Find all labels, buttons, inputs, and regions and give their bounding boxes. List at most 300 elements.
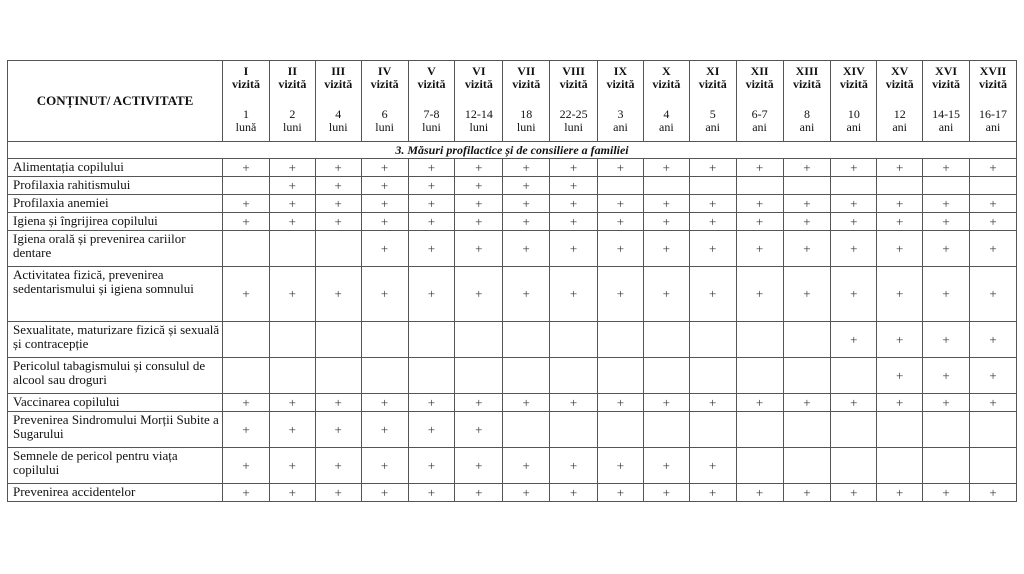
empty-cell [361, 322, 408, 358]
plus-mark: + [970, 195, 1017, 213]
plus-mark: + [503, 177, 550, 195]
visit-word: vizită [745, 77, 774, 91]
visit-age: 8 [803, 107, 810, 121]
plus-mark: + [736, 267, 783, 322]
plus-mark: + [550, 213, 598, 231]
plus-mark: + [361, 159, 408, 177]
plus-mark: + [315, 448, 361, 484]
plus-mark: + [598, 448, 644, 484]
visit-word: vizită [464, 77, 493, 91]
empty-cell [877, 448, 923, 484]
activity-label: Profilaxia anemiei [8, 195, 223, 213]
empty-cell [689, 177, 736, 195]
plus-mark: + [503, 267, 550, 322]
plus-mark: + [923, 159, 970, 177]
visit-word: vizită [932, 77, 961, 91]
empty-cell [736, 322, 783, 358]
plus-mark: + [643, 267, 689, 322]
visit-age: 12-14 [464, 107, 493, 121]
plus-mark: + [689, 159, 736, 177]
plus-mark: + [923, 267, 970, 322]
plus-mark: + [503, 195, 550, 213]
plus-mark: + [361, 231, 408, 267]
empty-cell [223, 358, 270, 394]
visit-header-16 [923, 61, 970, 142]
plus-mark: + [970, 322, 1017, 358]
plus-mark: + [223, 484, 270, 502]
activity-label: Prevenirea Sindromului Morții Subite a Sugarului [8, 412, 223, 448]
table-row [8, 448, 1017, 484]
empty-cell [643, 322, 689, 358]
plus-mark: + [736, 195, 783, 213]
empty-cell [970, 448, 1017, 484]
empty-cell [223, 231, 270, 267]
plus-mark: + [315, 394, 361, 412]
plus-mark: + [598, 195, 644, 213]
visit-header-17 [970, 61, 1017, 142]
plus-mark: + [455, 484, 503, 502]
visit-word: vizită [698, 77, 727, 91]
plus-mark: + [689, 267, 736, 322]
empty-cell [783, 358, 831, 394]
empty-cell [408, 358, 455, 394]
visit-word: vizită [278, 77, 307, 91]
plus-mark: + [455, 267, 503, 322]
visit-age: 22-25 [559, 107, 588, 121]
plus-mark: + [689, 394, 736, 412]
visit-header-14 [831, 61, 877, 142]
plus-mark: + [503, 484, 550, 502]
empty-cell [315, 231, 361, 267]
plus-mark: + [970, 358, 1017, 394]
plus-mark: + [550, 448, 598, 484]
plus-mark: + [550, 177, 598, 195]
empty-cell [503, 412, 550, 448]
table-row [8, 358, 1017, 394]
plus-mark: + [269, 159, 315, 177]
plus-mark: + [223, 213, 270, 231]
plus-mark: + [783, 484, 831, 502]
plus-mark: + [736, 213, 783, 231]
plus-mark: + [643, 448, 689, 484]
plus-mark: + [877, 159, 923, 177]
visit-age: 14-15 [932, 107, 961, 121]
plus-mark: + [550, 231, 598, 267]
visit-age: 3 [617, 107, 624, 121]
plus-mark: + [831, 322, 877, 358]
visit-word: vizită [979, 77, 1007, 91]
plus-mark: + [877, 394, 923, 412]
table-row [8, 412, 1017, 448]
empty-cell [408, 322, 455, 358]
visit-roman: X [662, 64, 671, 78]
plus-mark: + [269, 394, 315, 412]
visit-age-unit: luni [564, 120, 583, 134]
visit-roman: XIV [842, 64, 865, 78]
plus-mark: + [643, 394, 689, 412]
plus-mark: + [408, 267, 455, 322]
visit-age: 4 [335, 107, 342, 121]
empty-cell [877, 177, 923, 195]
plus-mark: + [923, 394, 970, 412]
plus-mark: + [223, 159, 270, 177]
empty-cell [269, 322, 315, 358]
plus-mark: + [269, 448, 315, 484]
table-row [8, 159, 1017, 177]
plus-mark: + [503, 448, 550, 484]
plus-mark: + [877, 267, 923, 322]
empty-cell [315, 322, 361, 358]
section-row [8, 142, 1017, 159]
empty-cell [689, 412, 736, 448]
plus-mark: + [550, 394, 598, 412]
plus-mark: + [269, 412, 315, 448]
visit-roman: I [243, 64, 249, 78]
plus-mark: + [689, 195, 736, 213]
visit-age: 16-17 [979, 107, 1007, 121]
plus-mark: + [598, 159, 644, 177]
visit-age: 5 [709, 107, 716, 121]
empty-cell [455, 358, 503, 394]
activity-label: Igiena și îngrijirea copilului [8, 213, 223, 231]
visit-header-5 [408, 61, 455, 142]
visit-age-unit: luni [469, 120, 489, 134]
plus-mark: + [831, 267, 877, 322]
plus-mark: + [455, 394, 503, 412]
plus-mark: + [598, 231, 644, 267]
plus-mark: + [689, 484, 736, 502]
visit-header-10 [643, 61, 689, 142]
activity-label: Alimentația copilului [8, 159, 223, 177]
plus-mark: + [315, 484, 361, 502]
visit-roman: VIII [562, 64, 585, 78]
plus-mark: + [455, 177, 503, 195]
plus-mark: + [923, 195, 970, 213]
empty-cell [736, 448, 783, 484]
visit-age-unit: ani [892, 120, 908, 134]
empty-cell [736, 412, 783, 448]
empty-cell [970, 177, 1017, 195]
header-row [8, 61, 1017, 142]
empty-cell [223, 322, 270, 358]
visit-roman: IV [377, 64, 392, 78]
plus-mark: + [923, 484, 970, 502]
visit-header-2 [269, 61, 315, 142]
empty-cell [689, 358, 736, 394]
plus-mark: + [361, 448, 408, 484]
visit-roman: XVI [935, 64, 958, 78]
table-row [8, 177, 1017, 195]
empty-cell [503, 358, 550, 394]
plus-mark: + [783, 195, 831, 213]
visit-header-11 [689, 61, 736, 142]
visit-roman: VI [472, 64, 486, 78]
visit-age-unit: ani [705, 120, 721, 134]
plus-mark: + [455, 195, 503, 213]
plus-mark: + [736, 159, 783, 177]
visit-header-13 [783, 61, 831, 142]
plus-mark: + [689, 213, 736, 231]
activity-label: Vaccinarea copilului [8, 394, 223, 412]
content-activity-header: CONȚINUT/ ACTIVITATE [8, 61, 223, 142]
plus-mark: + [361, 394, 408, 412]
plus-mark: + [923, 231, 970, 267]
visit-word: vizită [231, 77, 260, 91]
plus-mark: + [361, 267, 408, 322]
empty-cell [970, 412, 1017, 448]
plus-mark: + [970, 231, 1017, 267]
plus-mark: + [269, 177, 315, 195]
plus-mark: + [643, 484, 689, 502]
visit-roman: III [331, 64, 346, 78]
plus-mark: + [831, 195, 877, 213]
visit-word: vizită [606, 77, 635, 91]
empty-cell [831, 412, 877, 448]
plus-mark: + [223, 267, 270, 322]
visit-age-unit: ani [938, 120, 954, 134]
plus-mark: + [223, 195, 270, 213]
visit-word: vizită [370, 77, 399, 91]
visit-age-unit: luni [422, 120, 441, 134]
empty-cell [223, 177, 270, 195]
visit-header-12 [736, 61, 783, 142]
plus-mark: + [269, 484, 315, 502]
table-row [8, 195, 1017, 213]
table-row [8, 322, 1017, 358]
plus-mark: + [598, 267, 644, 322]
visit-age-unit: ani [659, 120, 674, 134]
empty-cell [643, 177, 689, 195]
plus-mark: + [877, 195, 923, 213]
visit-roman: V [427, 64, 436, 78]
empty-cell [831, 358, 877, 394]
visit-age-unit: luni [328, 120, 348, 134]
plus-mark: + [783, 394, 831, 412]
plus-mark: + [408, 448, 455, 484]
plus-mark: + [831, 159, 877, 177]
visit-header-6 [455, 61, 503, 142]
plus-mark: + [503, 394, 550, 412]
visit-header-4 [361, 61, 408, 142]
visit-roman: IX [613, 64, 628, 78]
visit-age-unit: lună [235, 120, 257, 134]
plus-mark: + [550, 484, 598, 502]
plus-mark: + [361, 195, 408, 213]
visit-age: 12 [893, 107, 906, 121]
plus-mark: + [970, 394, 1017, 412]
empty-cell [598, 322, 644, 358]
plus-mark: + [223, 412, 270, 448]
visit-header-3 [315, 61, 361, 142]
plus-mark: + [598, 394, 644, 412]
plus-mark: + [970, 213, 1017, 231]
activity-label: Pericolul tabagismului și consulul de alcool sau droguri [8, 358, 223, 394]
empty-cell [550, 322, 598, 358]
plus-mark: + [408, 195, 455, 213]
visit-age-unit: ani [799, 120, 815, 134]
empty-cell [269, 358, 315, 394]
activity-label: Semnele de pericol pentru viața copilului [8, 448, 223, 484]
visit-word: vizită [417, 77, 446, 91]
visit-roman: XI [706, 64, 720, 78]
empty-cell [831, 448, 877, 484]
visit-age: 7-8 [423, 107, 440, 121]
visit-roman: XVII [979, 64, 1007, 78]
empty-cell [503, 322, 550, 358]
empty-cell [643, 412, 689, 448]
visit-age-unit: ani [752, 120, 767, 134]
empty-cell [269, 231, 315, 267]
plus-mark: + [877, 484, 923, 502]
visit-age-unit: ani [985, 120, 1001, 134]
visit-age-unit: luni [283, 120, 302, 134]
plus-mark: + [408, 394, 455, 412]
visit-word: vizită [559, 77, 588, 91]
table-row [8, 267, 1017, 322]
visit-word: vizită [512, 77, 541, 91]
empty-cell [689, 322, 736, 358]
table-row [8, 484, 1017, 502]
plus-mark: + [315, 159, 361, 177]
plus-mark: + [315, 177, 361, 195]
visit-word: vizită [839, 77, 868, 91]
plus-mark: + [550, 159, 598, 177]
table-row [8, 213, 1017, 231]
empty-cell [550, 412, 598, 448]
plus-mark: + [689, 448, 736, 484]
visit-age: 1 [242, 107, 249, 121]
plus-mark: + [269, 213, 315, 231]
plus-mark: + [923, 358, 970, 394]
table-row [8, 394, 1017, 412]
empty-cell [783, 412, 831, 448]
plus-mark: + [408, 213, 455, 231]
activity-label: Profilaxia rahitismului [8, 177, 223, 195]
plus-mark: + [408, 231, 455, 267]
plus-mark: + [736, 484, 783, 502]
plus-mark: + [923, 322, 970, 358]
empty-cell [550, 358, 598, 394]
visit-word: vizită [324, 77, 353, 91]
visit-age-unit: luni [375, 120, 394, 134]
visit-schedule-table [7, 60, 1017, 502]
plus-mark: + [831, 213, 877, 231]
plus-mark: + [550, 195, 598, 213]
plus-mark: + [503, 231, 550, 267]
empty-cell [783, 177, 831, 195]
empty-cell [315, 358, 361, 394]
empty-cell [831, 177, 877, 195]
visit-word: vizită [885, 77, 914, 91]
empty-cell [877, 412, 923, 448]
table-row [8, 231, 1017, 267]
plus-mark: + [831, 484, 877, 502]
plus-mark: + [643, 231, 689, 267]
visit-header-7 [503, 61, 550, 142]
empty-cell [598, 177, 644, 195]
plus-mark: + [783, 231, 831, 267]
plus-mark: + [550, 267, 598, 322]
plus-mark: + [877, 213, 923, 231]
plus-mark: + [783, 213, 831, 231]
plus-mark: + [361, 484, 408, 502]
activity-label: Activitatea fizică, prevenirea sedentarismului și igiena somnului [8, 267, 223, 322]
plus-mark: + [923, 213, 970, 231]
empty-cell [736, 358, 783, 394]
visit-age-unit: ani [613, 120, 628, 134]
visit-roman: II [287, 64, 298, 78]
plus-mark: + [643, 195, 689, 213]
activity-label: Igiena orală și prevenirea cariilor dentare [8, 231, 223, 267]
visit-word: vizită [792, 77, 821, 91]
plus-mark: + [783, 159, 831, 177]
visit-header-1 [223, 61, 270, 142]
plus-mark: + [877, 322, 923, 358]
visit-header-9 [598, 61, 644, 142]
visit-age: 10 [847, 107, 860, 121]
empty-cell [783, 322, 831, 358]
section-title: 3. Măsuri profilactice și de consiliere a familiei [8, 142, 1017, 159]
empty-cell [923, 448, 970, 484]
empty-cell [455, 322, 503, 358]
plus-mark: + [598, 213, 644, 231]
plus-mark: + [408, 484, 455, 502]
plus-mark: + [315, 412, 361, 448]
visit-header-8 [550, 61, 598, 142]
plus-mark: + [455, 213, 503, 231]
plus-mark: + [877, 358, 923, 394]
plus-mark: + [455, 412, 503, 448]
visit-word: vizită [652, 77, 681, 91]
plus-mark: + [269, 267, 315, 322]
plus-mark: + [503, 159, 550, 177]
plus-mark: + [315, 213, 361, 231]
empty-cell [923, 177, 970, 195]
plus-mark: + [455, 159, 503, 177]
plus-mark: + [361, 177, 408, 195]
plus-mark: + [831, 231, 877, 267]
plus-mark: + [408, 159, 455, 177]
visit-roman: XII [750, 64, 769, 78]
plus-mark: + [643, 159, 689, 177]
plus-mark: + [408, 412, 455, 448]
activity-label: Sexualitate, maturizare fizică și sexuală și contracepție [8, 322, 223, 358]
empty-cell [923, 412, 970, 448]
empty-cell [643, 358, 689, 394]
plus-mark: + [503, 213, 550, 231]
plus-mark: + [877, 231, 923, 267]
plus-mark: + [970, 267, 1017, 322]
plus-mark: + [970, 484, 1017, 502]
plus-mark: + [831, 394, 877, 412]
plus-mark: + [269, 195, 315, 213]
empty-cell [361, 358, 408, 394]
plus-mark: + [689, 231, 736, 267]
empty-cell [783, 448, 831, 484]
plus-mark: + [361, 213, 408, 231]
plus-mark: + [315, 195, 361, 213]
plus-mark: + [455, 231, 503, 267]
plus-mark: + [315, 267, 361, 322]
visit-header-15 [877, 61, 923, 142]
visit-roman: VII [517, 64, 536, 78]
plus-mark: + [970, 159, 1017, 177]
plus-mark: + [783, 267, 831, 322]
empty-cell [598, 358, 644, 394]
visit-age: 18 [520, 107, 533, 121]
plus-mark: + [223, 394, 270, 412]
plus-mark: + [408, 177, 455, 195]
